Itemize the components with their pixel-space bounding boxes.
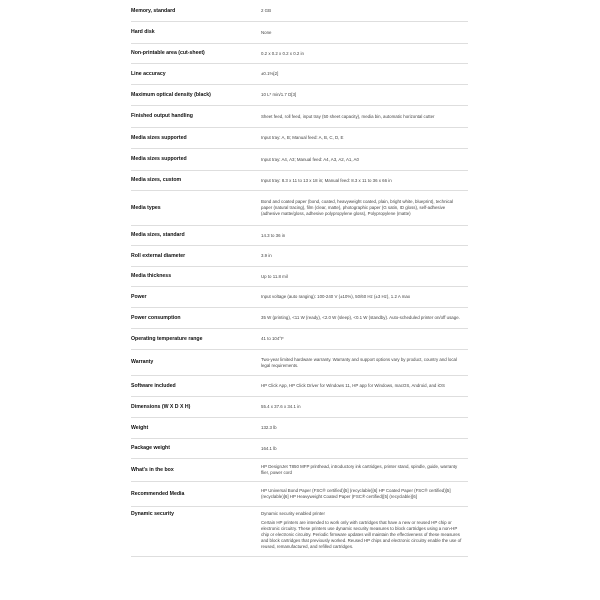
spec-value-text: None xyxy=(261,29,272,35)
spec-value xyxy=(261,464,468,476)
spec-value xyxy=(261,383,468,389)
spec-value-text: 3.9 in xyxy=(261,253,272,258)
spec-value-text: Input voltage (auto ranging): 100-240 V (±10%), 50/60 Hz (±3 Hz), 1.2 A max xyxy=(261,294,411,299)
spec-label: Line accuracy xyxy=(131,70,166,77)
spec-value-text: ±0.1%[2] xyxy=(261,71,279,76)
spec-value-text: Certain HP printers are intended to work only with cartridges that have a new or reused HP chip or electronic circuitry. These printers use dynamic security measures to block cartridges using a non-HP chip or electronic circuitry. Periodic firmware updates will maintain the effectiveness of these measures and block cartridges that previously worked. Reused HP chips and electronic circuitry enable the use of reused, remanufactured, and refilled cartridges. xyxy=(261,520,462,549)
spec-row xyxy=(131,376,468,397)
spec-value-text: HP Universal Bond Paper (FSC® certified)[5] (recyclable)[6] HP Coated Paper (FSC® certified)[5] (recyclable)[6] HP Heavyweight Coated Paper (FSC® certified)[5] (recyclable)[6] xyxy=(261,488,451,499)
spec-label: What's in the box xyxy=(131,466,174,473)
spec-value-text: 55.4 x 37.6 x 34.1 in xyxy=(261,404,301,409)
spec-value-text: 132.3 lb xyxy=(261,425,277,430)
spec-value-text: Up to 11.8 mil xyxy=(261,273,288,279)
spec-label: Package weight xyxy=(131,445,170,452)
spec-row xyxy=(131,482,468,507)
spec-row xyxy=(131,64,468,85)
spec-value-text: 0.2 x 0.2 x 0.2 x 0.2 in xyxy=(261,50,304,56)
spec-row xyxy=(131,439,468,459)
spec-row xyxy=(131,128,468,149)
spec-value xyxy=(261,511,468,550)
spec-value xyxy=(261,8,468,14)
spec-value-text: 2 GB xyxy=(261,8,272,13)
spec-label: Hard disk xyxy=(131,29,155,36)
spec-value-text: 164.1 lb xyxy=(261,445,277,451)
spec-value xyxy=(261,404,468,410)
spec-value-text: 35 W (printing), <11 W (ready), <2.0 W (sleep), <0.1 W (standby). Auto-scheduled printer on/off usage. xyxy=(261,315,460,320)
spec-label: Operating temperature range xyxy=(131,335,203,342)
spec-value-text: Two-year limited hardware warranty. Warranty and support options vary by product, country and local legal requirements. xyxy=(261,356,457,368)
spec-value xyxy=(261,253,468,259)
spec-row xyxy=(131,149,468,171)
spec-table xyxy=(131,1,468,557)
spec-value-text: Bond and coated paper (bond, coated, heavyweight coated, plain, bright white, blueprint), technical paper (natural tracing), film (clear, matte), photographic paper (G satin, ID gloss), self-adhesive (adhesive matte/gloss, adhesive polypropylene gloss), Polypropylene (matte) xyxy=(261,199,454,216)
spec-row xyxy=(131,267,468,287)
spec-value xyxy=(261,446,468,452)
spec-label: Media sizes supported xyxy=(131,156,187,163)
spec-row xyxy=(131,191,468,226)
spec-label: Weight xyxy=(131,424,149,431)
spec-row xyxy=(131,308,468,329)
spec-value xyxy=(261,71,468,77)
spec-row xyxy=(131,459,468,482)
spec-label: Dimensions (W X D X H) xyxy=(131,403,191,410)
spec-label: Dynamic security xyxy=(131,511,174,517)
spec-row xyxy=(131,246,468,267)
spec-label: Power xyxy=(131,293,147,300)
spec-row xyxy=(131,507,468,557)
spec-label: Media sizes, standard xyxy=(131,232,185,239)
spec-value-text: Input tray: 8.3 x 11 to 13 x 18 in; Manual feed: 8.3 x 11 to 36 x 66 in xyxy=(261,177,392,183)
spec-label: Finished output handling xyxy=(131,113,193,120)
spec-value xyxy=(261,488,468,500)
spec-row xyxy=(131,397,468,418)
spec-value xyxy=(261,274,468,280)
spec-row xyxy=(131,329,468,350)
spec-label: Recommended Media xyxy=(131,490,185,497)
spec-row xyxy=(131,287,468,308)
spec-value-text: Sheet feed, roll feed, input tray (50 sheet capacity), media bin, automatic horizontal cutter xyxy=(261,113,435,119)
spec-value xyxy=(261,51,468,57)
spec-value xyxy=(261,114,468,120)
spec-value xyxy=(261,178,468,184)
spec-label: Non-printable area (cut-sheet) xyxy=(131,50,205,57)
spec-value xyxy=(261,233,468,239)
spec-label: Media thickness xyxy=(131,273,172,280)
spec-value-text: Input tray: A, B; Manual feed: A, B, C, D, E xyxy=(261,135,344,140)
spec-value-text: HP Click App, HP Click Driver for Windows 11, HP app for Windows, macOS, Android, and iOS xyxy=(261,383,445,388)
spec-row xyxy=(131,44,468,64)
spec-value xyxy=(261,425,468,431)
spec-row xyxy=(131,85,468,106)
spec-label: Media sizes, custom xyxy=(131,177,182,184)
spec-row xyxy=(131,418,468,439)
spec-value-text: 10 L* min/1.7 D[3] xyxy=(261,92,297,97)
spec-value xyxy=(261,315,468,321)
spec-value xyxy=(261,336,468,342)
spec-label: Software included xyxy=(131,382,176,389)
spec-row xyxy=(131,226,468,246)
spec-row xyxy=(131,106,468,128)
spec-value-text: Dynamic security enabled printer xyxy=(261,511,325,516)
spec-value xyxy=(261,30,468,36)
spec-label: Maximum optical density (black) xyxy=(131,91,211,98)
spec-value xyxy=(261,157,468,163)
spec-value xyxy=(261,135,468,141)
spec-value xyxy=(261,199,468,217)
spec-label: Media sizes supported xyxy=(131,134,187,141)
spec-label: Warranty xyxy=(131,359,154,366)
spec-label: Media types xyxy=(131,204,161,211)
spec-label: Memory, standard xyxy=(131,7,176,14)
spec-value xyxy=(261,357,468,369)
spec-value-text: HP DesignJet T850 MFP printhead, introductory ink cartridges, printer stand, spindle, guide, warranty flier, power cord xyxy=(261,464,458,475)
spec-label: Power consumption xyxy=(131,314,181,321)
spec-value-text: 41 to 104°F xyxy=(261,336,284,341)
spec-row xyxy=(131,350,468,376)
spec-label: Roll external diameter xyxy=(131,252,186,259)
spec-value-text: 14.3 to 36 in xyxy=(261,232,286,238)
spec-value xyxy=(261,294,468,300)
spec-value xyxy=(261,92,468,98)
spec-row xyxy=(131,1,468,22)
spec-row xyxy=(131,171,468,191)
spec-row xyxy=(131,22,468,44)
spec-value-text: Input tray: A4, A3; Manual feed: A4, A3, A2, A1, A0 xyxy=(261,156,359,162)
